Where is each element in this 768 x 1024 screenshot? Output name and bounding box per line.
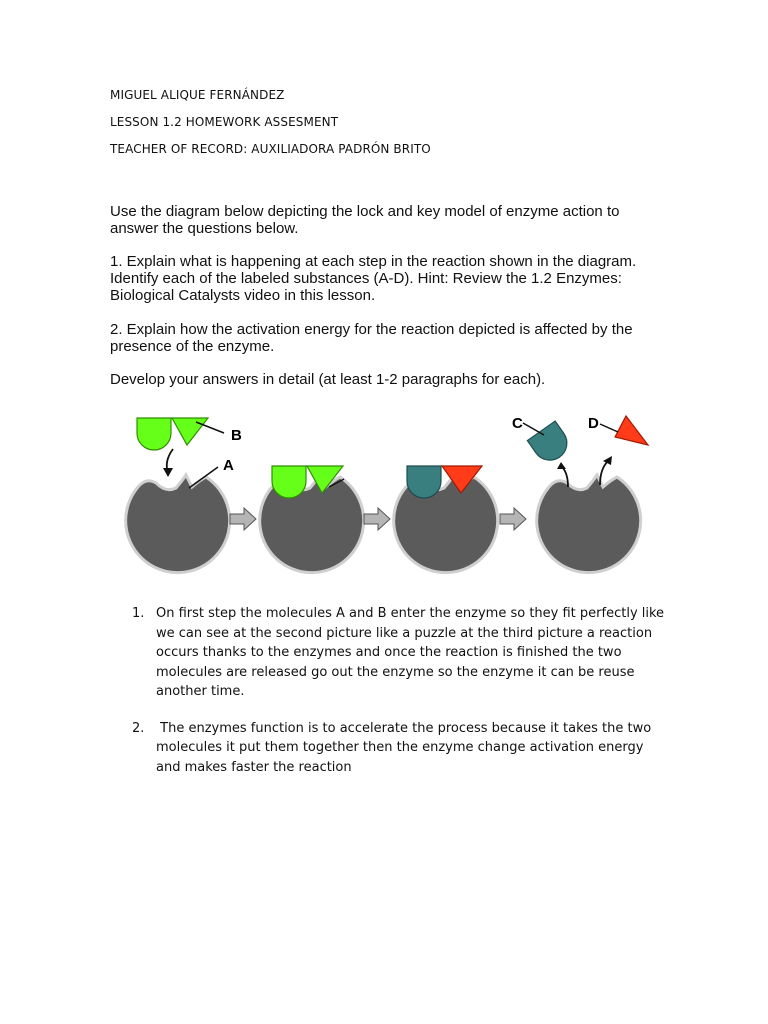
label-c: C bbox=[512, 415, 523, 432]
step-arrow-icon bbox=[230, 508, 256, 530]
label-d: D bbox=[588, 415, 599, 432]
prompt-question-2: 2. Explain how the activation energy for the reaction depicted is affected by the presence of the enzyme. bbox=[110, 321, 633, 355]
answer-number: 2. bbox=[132, 720, 145, 736]
label-b: B bbox=[231, 427, 242, 444]
lesson-title: LESSON 1.2 HOMEWORK ASSESMENT bbox=[110, 115, 339, 129]
product-d bbox=[615, 416, 648, 445]
enzyme-1 bbox=[126, 475, 230, 573]
product-c bbox=[527, 421, 573, 467]
label-a: A bbox=[223, 457, 234, 474]
answer-text: On first step the molecules A and B enter the enzyme so they fit perfectly like we can see at the second picture like a puzzle at the third picture a reaction occurs thanks to the enzymes and once the reaction is finished the two molecules are released go out the enzyme so the enzyme it can be reuse another time. bbox=[156, 606, 665, 699]
answer-text: The enzymes function is to accelerate the process because it takes the two molecules it put them together then the enzyme change activation energy and makes faster the reaction bbox=[156, 720, 656, 775]
lock-and-key-diagram bbox=[110, 405, 658, 585]
label-d-pointer bbox=[600, 424, 618, 432]
prompt-question-1: 1. Explain what is happening at each step in the reaction shown in the diagram. Identify each of the labeled substances (A-D). Hint: Review the 1.2 Enzymes: Biological Catalysts video in this lesson. bbox=[110, 253, 637, 304]
answer-1 bbox=[110, 604, 670, 702]
label-c-pointer bbox=[523, 423, 544, 435]
answers-list bbox=[110, 604, 670, 777]
student-name: MIGUEL ALIQUE FERNÁNDEZ bbox=[110, 88, 285, 102]
teacher-of-record: TEACHER OF RECORD: AUXILIADORA PADRÓN BRITO bbox=[110, 142, 431, 156]
prompt-instruction: Develop your answers in detail (at least 1-2 paragraphs for each). bbox=[110, 371, 546, 388]
enzyme-4 bbox=[537, 475, 641, 573]
step-arrow-icon bbox=[500, 508, 526, 530]
answer-2 bbox=[110, 719, 670, 778]
prompt-intro: Use the diagram below depicting the lock and key model of enzyme action to answer the questions below. bbox=[110, 203, 620, 237]
step-arrow-icon bbox=[364, 508, 390, 530]
answer-number: 1. bbox=[132, 606, 145, 621]
